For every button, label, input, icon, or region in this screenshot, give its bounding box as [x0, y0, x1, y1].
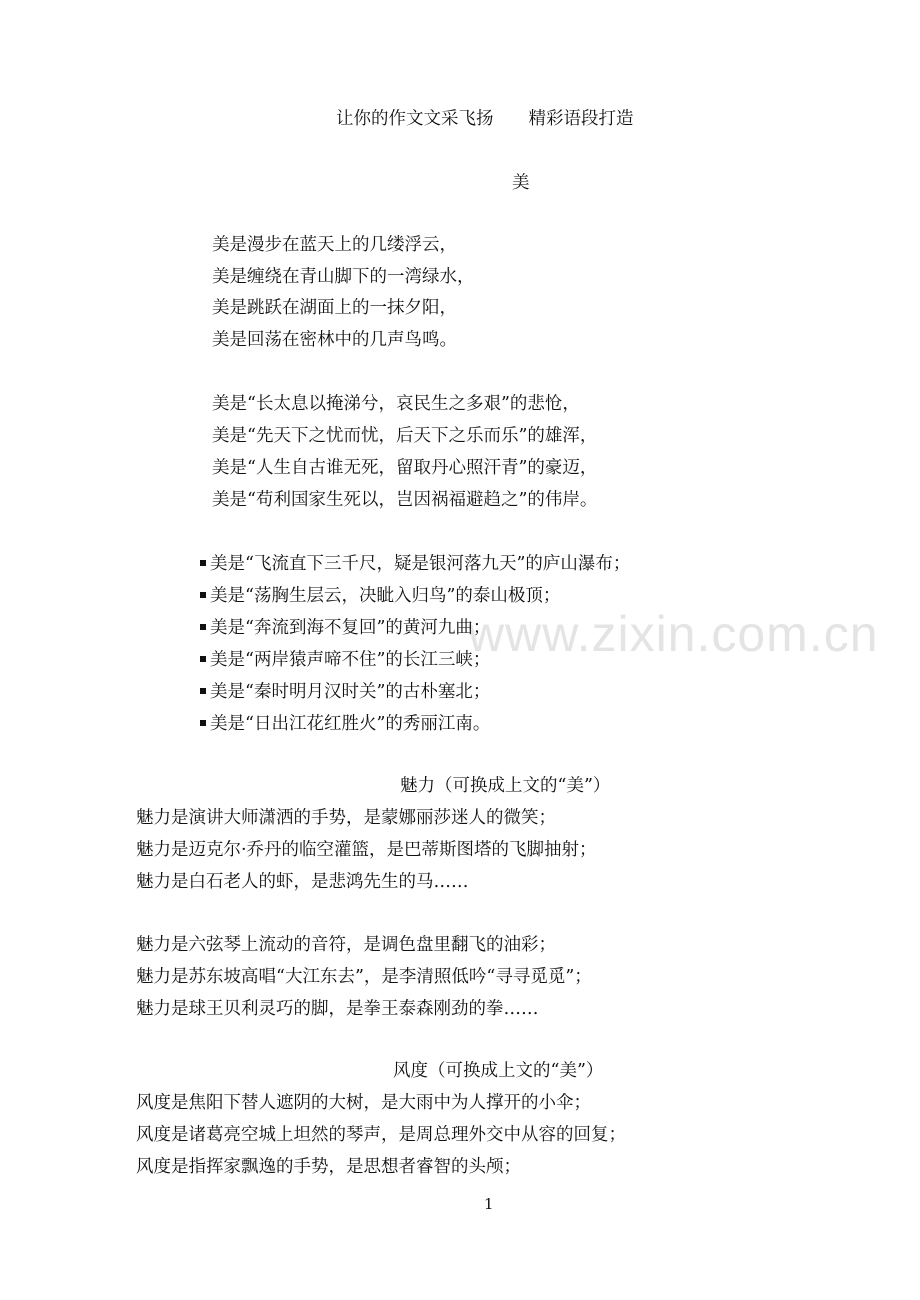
bullet-text: 美是“日出江花红胜火”的秀丽江南。	[210, 714, 491, 734]
verse-line: 美是“苟利国家生死以，岂因祸福避趋之”的伟岸。	[212, 490, 598, 510]
bullet-item	[200, 712, 490, 736]
bullet-text: 美是“两岸猿声啼不住”的长江三峡；	[210, 650, 491, 670]
bullet-icon	[200, 624, 206, 630]
bullet-text: 美是“秦时明月汉时关”的古朴塞北；	[210, 682, 491, 702]
verse-line: 美是“人生自古谁无死，留取丹心照汗青”的豪迈，	[212, 458, 598, 478]
paragraph-line: 魅力是球王贝利灵巧的脚，是拳王泰森刚劲的拳……	[136, 999, 539, 1019]
page-number: 1	[484, 1195, 494, 1213]
bullet-icon	[200, 592, 206, 598]
verse-line: 美是“先天下之忧而忧，后天下之乐而乐”的雄浑，	[212, 426, 598, 446]
bullet-icon	[200, 720, 206, 726]
verse-line: 美是回荡在密林中的几声鸟鸣。	[212, 330, 457, 350]
bullet-item	[200, 552, 630, 576]
bullet-icon	[200, 688, 206, 694]
verse-line: 美是缠绕在青山脚下的一湾绿水，	[212, 267, 475, 287]
bullet-item	[200, 648, 490, 672]
paragraph-line: 魅力是白石老人的虾，是悲鸿先生的马……	[136, 872, 469, 892]
paragraph-line: 魅力是演讲大师潇洒的手势，是蒙娜丽莎迷人的微笑；	[136, 808, 556, 828]
section-title-fengdu: 风度（可换成上文的“美”）	[393, 1061, 604, 1081]
section-title-meili: 魅力（可换成上文的“美”）	[400, 776, 611, 796]
bullet-icon	[200, 560, 206, 566]
bullet-text: 美是“荡胸生层云，决眦入归鸟”的泰山极顶；	[210, 586, 561, 606]
bullet-item	[200, 584, 560, 608]
verse-line: 美是跳跃在湖面上的一抹夕阳，	[212, 298, 457, 318]
bullet-icon	[200, 656, 206, 662]
bullet-item	[200, 680, 490, 704]
bullet-text: 美是“飞流直下三千尺，疑是银河落九天”的庐山瀑布；	[210, 554, 631, 574]
bullet-item	[200, 616, 490, 640]
paragraph-line: 风度是焦阳下替人遮阴的大树，是大雨中为人撑开的小伞；	[136, 1093, 591, 1113]
watermark: www.zixin.com.cn	[468, 606, 879, 662]
paragraph-line: 魅力是苏东坡高唱“大江东去”，是李清照低吟“寻寻觅觅”；	[136, 967, 592, 987]
verse-line: 美是漫步在蓝天上的几缕浮云，	[212, 235, 457, 255]
page-header: 让你的作文文采飞扬 精彩语段打造	[336, 109, 634, 129]
paragraph-line: 魅力是迈克尔·乔丹的临空灌篮，是巴蒂斯图塔的飞脚抽射；	[136, 840, 597, 860]
verse-line: 美是“长太息以掩涕兮，哀民生之多艰”的悲怆，	[212, 394, 580, 414]
paragraph-line: 魅力是六弦琴上流动的音符，是调色盘里翻飞的油彩；	[136, 935, 556, 955]
bullet-text: 美是“奔流到海不复回”的黄河九曲；	[210, 618, 491, 638]
paragraph-line: 风度是诸葛亮空城上坦然的琴声，是周总理外交中从容的回复；	[136, 1125, 626, 1145]
paragraph-line: 风度是指挥家飘逸的手势，是思想者睿智的头颅；	[136, 1157, 521, 1177]
section-title-mei: 美	[512, 173, 530, 193]
